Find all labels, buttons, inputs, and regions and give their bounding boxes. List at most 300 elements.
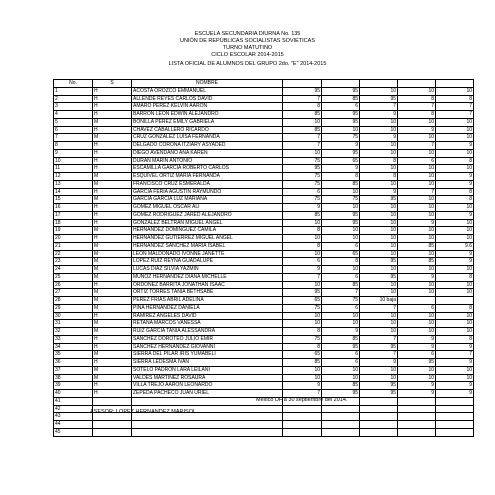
table-row: [54, 312, 474, 320]
table-row: [54, 87, 474, 95]
student-name: LOPEZ RUIZ REYNA GUADALUPE: [132, 258, 283, 266]
score-5: [436, 405, 474, 413]
row-sex: H: [93, 312, 132, 320]
score-1: 10: [283, 320, 322, 328]
score-4: 10: [398, 118, 436, 126]
table-row: [54, 258, 474, 266]
row-number: 15: [54, 196, 93, 204]
row-sex: M: [93, 258, 132, 266]
score-1: 8: [283, 103, 322, 111]
row-number: 31: [54, 320, 93, 328]
score-2: 85: [322, 335, 360, 343]
header-cycle: CICLO ESCOLAR 2014-2015: [211, 52, 284, 58]
table-row: [54, 157, 474, 165]
score-2: 10: [322, 312, 360, 320]
score-1: [283, 413, 322, 421]
row-number: 3: [54, 103, 93, 111]
row-sex: [93, 421, 132, 429]
student-name: ORDOÑEZ BARRITA JONATHAN ISAAC: [132, 281, 283, 289]
score-3: 10: [360, 281, 398, 289]
col-header-name: NOMBRE: [132, 80, 283, 88]
row-sex: H: [93, 188, 132, 196]
row-sex: H: [93, 165, 132, 173]
score-3: 9: [360, 359, 398, 367]
score-5: 10: [436, 289, 474, 297]
score-5: 8: [436, 273, 474, 281]
score-1: 75: [283, 180, 322, 188]
row-sex: M: [93, 134, 132, 142]
score-3: 10: [360, 266, 398, 274]
score-5: 8: [436, 95, 474, 103]
score-1: 8: [283, 242, 322, 250]
score-3: 10: [360, 320, 398, 328]
score-5: 10: [436, 126, 474, 134]
row-sex: M: [93, 196, 132, 204]
row-number: 43: [54, 413, 93, 421]
score-2: 95: [322, 87, 360, 95]
row-sex: M: [93, 266, 132, 274]
score-1: [283, 428, 322, 436]
score-2: [322, 405, 360, 413]
row-sex: H: [93, 111, 132, 119]
score-2: 65: [322, 250, 360, 258]
student-name: SANCHEZ DOROTEO JULIO EMIR: [132, 335, 283, 343]
table-row: [54, 320, 474, 328]
student-name: VALDES MARTINEZ ROSAURA: [132, 374, 283, 382]
score-3: 9: [360, 134, 398, 142]
score-4: [398, 421, 436, 429]
table-row: [54, 421, 474, 429]
student-name: SOTELO PADRON LARA LEILANI: [132, 366, 283, 374]
score-4: 7: [398, 142, 436, 150]
col-header-score-2: [322, 80, 360, 88]
score-4: 10: [398, 87, 436, 95]
score-2: 95: [322, 211, 360, 219]
table-header-row: [54, 80, 474, 88]
score-5: 10: [436, 366, 474, 374]
score-2: 10: [322, 320, 360, 328]
score-4: 8: [398, 111, 436, 119]
score-2: 10: [322, 374, 360, 382]
score-5: 9: [436, 390, 474, 398]
score-4: 10: [398, 366, 436, 374]
score-2: 9: [322, 165, 360, 173]
score-3: 95: [360, 258, 398, 266]
student-name: DURAN MARIN ANTONIO: [132, 157, 283, 165]
row-number: 30: [54, 312, 93, 320]
student-name: SIERRA DEL PILAR IRIS YUMABELI: [132, 351, 283, 359]
row-number: 29: [54, 304, 93, 312]
row-number: 5: [54, 118, 93, 126]
score-5: 9: [436, 343, 474, 351]
score-3: [360, 413, 398, 421]
score-3: 10: [360, 242, 398, 250]
score-2: 6: [322, 351, 360, 359]
score-5: [436, 297, 474, 305]
student-name: SIERRA LEDESMA IVAN: [132, 359, 283, 367]
score-4: 10: [398, 250, 436, 258]
score-5: 10: [436, 266, 474, 274]
score-4: 10: [398, 374, 436, 382]
score-1: 85: [283, 211, 322, 219]
score-3: 10: [360, 204, 398, 212]
table-row: [54, 227, 474, 235]
score-2: 8: [322, 258, 360, 266]
score-3: 7: [360, 351, 398, 359]
score-5: 10: [436, 134, 474, 142]
row-number: 22: [54, 250, 93, 258]
score-5: 9: [436, 250, 474, 258]
score-4: 10: [398, 204, 436, 212]
table-row: [54, 188, 474, 196]
score-5: [436, 428, 474, 436]
score-4: [398, 413, 436, 421]
row-number: 27: [54, 289, 93, 297]
header-union: UNIÓN DE REPÚBLICAS SOCIALISTAS SOVIETICAS: [180, 38, 315, 44]
student-name: AMARO PEREZ KELVIN AARON: [132, 103, 283, 111]
score-2: 95: [322, 390, 360, 398]
score-1: 9: [283, 266, 322, 274]
table-row: [54, 281, 474, 289]
score-5: 10: [436, 281, 474, 289]
score-3: 10: [360, 118, 398, 126]
score-3: 95: [360, 382, 398, 390]
row-sex: H: [93, 157, 132, 165]
student-name: DIEGO AVENDAÑO ANA KAREN: [132, 149, 283, 157]
score-4: 10: [398, 149, 436, 157]
row-sex: M: [93, 297, 132, 305]
student-name: GARCIA FERIA AGUSTIN RAYMUNDO: [132, 188, 283, 196]
score-4: 8: [398, 95, 436, 103]
score-4: 10: [398, 235, 436, 243]
score-5: 8: [436, 188, 474, 196]
row-sex: H: [93, 87, 132, 95]
row-sex: H: [93, 343, 132, 351]
score-5: 8: [436, 304, 474, 312]
score-2: 95: [322, 219, 360, 227]
score-4: [398, 297, 436, 305]
footer-date: México DF a 30 septiembre del 2014.: [256, 397, 348, 403]
score-2: 7: [322, 289, 360, 297]
score-1: 9: [283, 382, 322, 390]
score-3: 10: [360, 227, 398, 235]
score-3: 10: [360, 250, 398, 258]
row-number: 18: [54, 219, 93, 227]
table-row: [54, 266, 474, 274]
table-row: [54, 351, 474, 359]
student-name: BONILLA PEREZ EMILY GABRIELA: [132, 118, 283, 126]
score-4: 10: [398, 211, 436, 219]
col-header-score-5: [436, 80, 474, 88]
score-3: 9: [360, 188, 398, 196]
score-1: 7: [283, 390, 322, 398]
row-number: 1: [54, 87, 93, 95]
score-1: 95: [283, 87, 322, 95]
row-sex: M: [93, 227, 132, 235]
student-name: ESQUIVEL ORTIZ MARIA FERNANDA: [132, 173, 283, 181]
roster-body: [54, 87, 474, 436]
student-name: PEREZ FRIAS ABRIL ADELINA: [132, 297, 283, 305]
row-sex: M: [93, 320, 132, 328]
row-number: 6: [54, 126, 93, 134]
score-4: 10: [398, 173, 436, 181]
score-5: [436, 397, 474, 405]
student-name: VILLA TREJO AARON LEONARDO: [132, 382, 283, 390]
score-2: 75: [322, 134, 360, 142]
table-row: [54, 304, 474, 312]
score-4: 9: [398, 343, 436, 351]
score-3: 8: [360, 157, 398, 165]
score-3: 10: [360, 149, 398, 157]
student-name: HERNANDEZ GUTIERREZ MIGUEL ANGEL: [132, 235, 283, 243]
score-3: [360, 428, 398, 436]
score-3: 10 baja: [360, 297, 398, 305]
score-4: 6: [398, 157, 436, 165]
score-2: [322, 421, 360, 429]
row-number: 33: [54, 335, 93, 343]
student-name: RUIZ GARCIA TANIA ALESSANDRA: [132, 328, 283, 336]
score-1: 10: [283, 219, 322, 227]
score-2: 10: [322, 188, 360, 196]
table-row: [54, 273, 474, 281]
student-name: [132, 428, 283, 436]
table-row: [54, 428, 474, 436]
score-3: [360, 421, 398, 429]
score-5: 10: [436, 118, 474, 126]
score-3: 10: [360, 219, 398, 227]
score-5: 10: [436, 328, 474, 336]
score-2: 6: [322, 304, 360, 312]
student-name: CHAVEZ CABALLERO RICARDO: [132, 126, 283, 134]
score-1: 10: [283, 118, 322, 126]
table-row: [54, 165, 474, 173]
table-row: [54, 111, 474, 119]
score-2: 95: [322, 343, 360, 351]
row-sex: H: [93, 335, 132, 343]
table-row: [54, 366, 474, 374]
score-5: 9: [436, 173, 474, 181]
row-sex: H: [93, 149, 132, 157]
row-sex: M: [93, 273, 132, 281]
score-3: 10: [360, 328, 398, 336]
row-number: 45: [54, 428, 93, 436]
score-2: 6: [322, 273, 360, 281]
score-5: 8: [436, 157, 474, 165]
score-5: 10: [436, 320, 474, 328]
score-2: 8: [322, 173, 360, 181]
score-2: 10: [322, 204, 360, 212]
score-4: [398, 428, 436, 436]
score-1: 7: [283, 142, 322, 150]
score-4: [398, 405, 436, 413]
score-3: 10: [360, 126, 398, 134]
score-4: 9: [398, 382, 436, 390]
row-number: 37: [54, 366, 93, 374]
score-1: 95: [283, 165, 322, 173]
score-3: 10: [360, 165, 398, 173]
score-4: 95: [398, 359, 436, 367]
score-5: 7: [436, 351, 474, 359]
row-number: 16: [54, 204, 93, 212]
score-1: [283, 421, 322, 429]
score-4: 6: [398, 351, 436, 359]
score-1: 7: [283, 134, 322, 142]
score-1: 6: [283, 188, 322, 196]
row-sex: H: [93, 103, 132, 111]
score-5: 7: [436, 103, 474, 111]
table-row: [54, 297, 474, 305]
header-shift: TURNO MATUTINO: [222, 45, 273, 51]
score-5: 9: [436, 142, 474, 150]
col-header-sex: S: [93, 80, 132, 88]
score-1: 10: [283, 250, 322, 258]
student-name: RETANA MARCOS VANESSA: [132, 320, 283, 328]
row-number: 19: [54, 227, 93, 235]
score-3: 95: [360, 196, 398, 204]
score-3: [360, 405, 398, 413]
student-name: ZEPEDA PACHECO JUAN URIEL: [132, 390, 283, 398]
score-5: 7: [436, 111, 474, 119]
score-1: 10: [283, 281, 322, 289]
student-name: MUÑOZ HERNANDEZ DIANA MICHELLE: [132, 273, 283, 281]
student-roster-table: [53, 79, 474, 437]
row-number: 44: [54, 421, 93, 429]
score-1: 10: [283, 374, 322, 382]
student-name: DELGADO CORONA ITZIARY ASYADED: [132, 142, 283, 150]
table-row: [54, 343, 474, 351]
score-5: 9: [436, 211, 474, 219]
score-1: 95: [283, 289, 322, 297]
score-2: 85: [322, 281, 360, 289]
score-5: [436, 413, 474, 421]
student-name: ALLENDE REYES CARLOS DAVID: [132, 95, 283, 103]
score-4: 9: [398, 390, 436, 398]
score-3: 7: [360, 335, 398, 343]
row-number: 41: [54, 397, 93, 405]
row-sex: M: [93, 173, 132, 181]
row-sex: M: [93, 374, 132, 382]
row-sex: M: [93, 289, 132, 297]
table-row: [54, 126, 474, 134]
score-1: 85: [283, 126, 322, 134]
student-name: GONZALEZ BELTRAN MIGUEL ANGEL: [132, 219, 283, 227]
score-1: 75: [283, 335, 322, 343]
table-row: [54, 211, 474, 219]
score-3: 9: [360, 111, 398, 119]
score-3: 10: [360, 374, 398, 382]
score-1: 8: [283, 227, 322, 235]
score-2: 95: [322, 118, 360, 126]
score-3: 10: [360, 235, 398, 243]
score-2: 9: [322, 142, 360, 150]
score-5: 9: [436, 180, 474, 188]
student-name: CRUZ GONZALEZ LUISA FERNANDA: [132, 134, 283, 142]
score-1: 6: [283, 258, 322, 266]
student-name: FRANCISCO CRUZ ESMERALDA: [132, 180, 283, 188]
score-4: 10: [398, 320, 436, 328]
score-5: 9: [436, 359, 474, 367]
score-2: 95: [322, 149, 360, 157]
col-header-score-4: [398, 80, 436, 88]
score-4: 10: [398, 196, 436, 204]
student-name: BARRON LEON EDWIN ALEJANDRO: [132, 111, 283, 119]
score-4: 10: [398, 134, 436, 142]
score-2: 6: [322, 359, 360, 367]
row-number: 35: [54, 351, 93, 359]
row-number: 4: [54, 111, 93, 119]
score-1: 9: [283, 204, 322, 212]
score-3: 7: [360, 304, 398, 312]
row-number: 11: [54, 165, 93, 173]
row-number: 23: [54, 258, 93, 266]
score-1: 85: [283, 111, 322, 119]
col-header-no: No.: [54, 80, 93, 88]
score-1: 75: [283, 196, 322, 204]
table-row: [54, 359, 474, 367]
score-3: 10: [360, 180, 398, 188]
score-2: 6: [322, 103, 360, 111]
score-5: [436, 421, 474, 429]
table-row: [54, 173, 474, 181]
student-name: ACOSTA OROZCO EMMANUEL: [132, 87, 283, 95]
table-row: [54, 103, 474, 111]
score-2: 9: [322, 328, 360, 336]
score-5: 10: [436, 149, 474, 157]
score-2: 75: [322, 297, 360, 305]
score-1: 85: [283, 359, 322, 367]
student-name: ESCAMILLA GARCIA ROBERTO CARLOS: [132, 165, 283, 173]
score-4: 10: [398, 227, 436, 235]
score-5: 8: [436, 196, 474, 204]
score-4: 9: [398, 219, 436, 227]
table-row: [54, 250, 474, 258]
student-name: GOMEZ MIGUEL OSCAR ALI: [132, 204, 283, 212]
score-3: 10: [360, 312, 398, 320]
row-sex: H: [93, 211, 132, 219]
score-1: 10: [283, 235, 322, 243]
score-3: [360, 397, 398, 405]
row-number: 10: [54, 157, 93, 165]
score-2: 10: [322, 366, 360, 374]
row-sex: M: [93, 366, 132, 374]
row-number: 32: [54, 328, 93, 336]
table-row: [54, 118, 474, 126]
score-3: 95: [360, 273, 398, 281]
score-3: 95: [360, 95, 398, 103]
row-number: 24: [54, 266, 93, 274]
score-1: 7: [283, 273, 322, 281]
row-number: 38: [54, 374, 93, 382]
score-2: 85: [322, 180, 360, 188]
table-row: [54, 328, 474, 336]
row-number: 8: [54, 142, 93, 150]
score-1: 65: [283, 297, 322, 305]
score-4: 10: [398, 180, 436, 188]
student-name: SANCHEZ HERNANDEZ GIOVANNI: [132, 343, 283, 351]
row-sex: H: [93, 219, 132, 227]
row-number: 21: [54, 242, 93, 250]
score-5: 9: [436, 258, 474, 266]
row-sex: [93, 428, 132, 436]
score-2: 10: [322, 126, 360, 134]
student-name: PIÑA HERNANDEZ DANIELA: [132, 304, 283, 312]
student-name: LEON MALDONADO IVONNE JANETTE: [132, 250, 283, 258]
score-1: [283, 405, 322, 413]
score-5: 10: [436, 87, 474, 95]
table-row: [54, 374, 474, 382]
score-1: 10: [283, 149, 322, 157]
score-2: 65: [322, 157, 360, 165]
